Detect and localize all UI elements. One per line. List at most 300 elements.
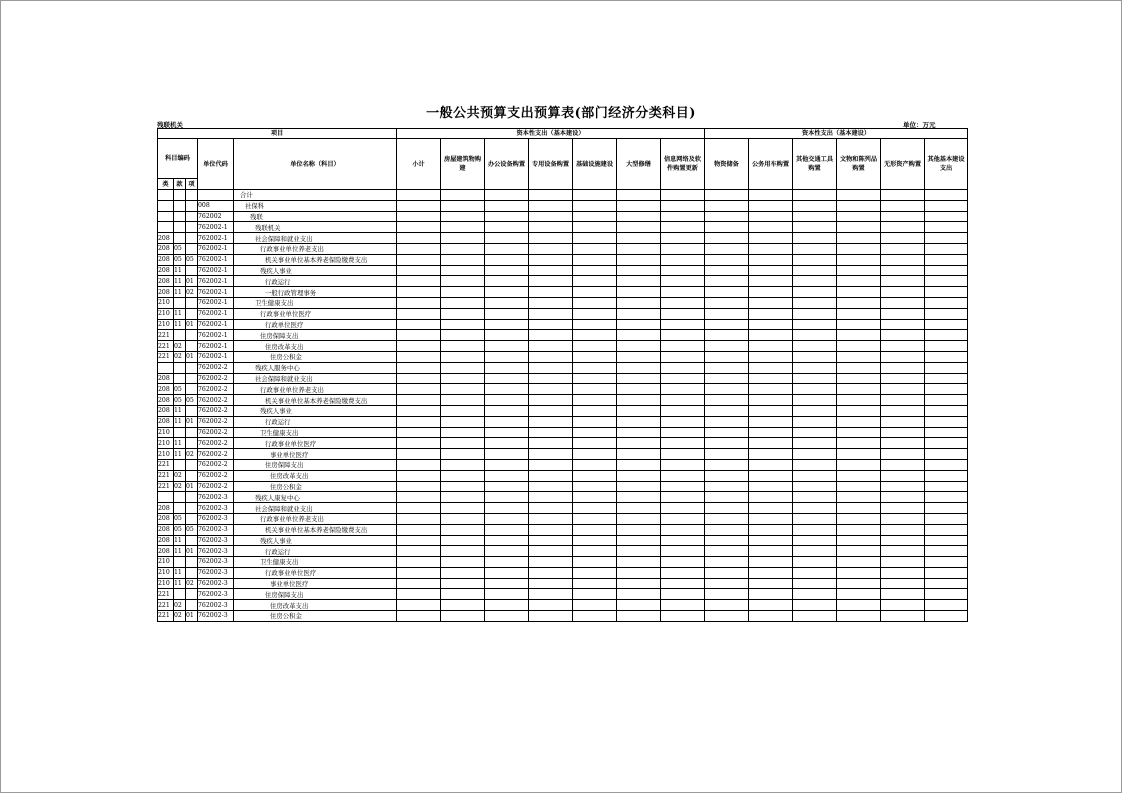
unit-code-cell: 762002-2 <box>198 449 234 460</box>
amount-cell <box>705 308 749 319</box>
lei-cell: 208 <box>158 233 174 244</box>
amount-cell <box>617 535 661 546</box>
amount-cell <box>529 416 573 427</box>
amount-cell <box>485 405 529 416</box>
kuan-cell: 11 <box>174 449 186 460</box>
amount-cell <box>485 395 529 406</box>
kuan-cell: 05 <box>174 384 186 395</box>
amount-cell <box>441 481 485 492</box>
amount-cell <box>837 330 881 341</box>
amount-cell <box>617 600 661 611</box>
amount-cell <box>925 276 968 287</box>
amount-cell <box>881 416 925 427</box>
amount-cell <box>529 524 573 535</box>
unit-name-cell: 社保科 <box>234 200 397 211</box>
amount-cell <box>881 330 925 341</box>
amount-cell <box>925 395 968 406</box>
amount-cell <box>793 384 837 395</box>
amount-cell <box>705 233 749 244</box>
amount-cell <box>529 287 573 298</box>
amount-cell <box>397 449 441 460</box>
amount-cell <box>617 470 661 481</box>
amount-cell <box>749 405 793 416</box>
amount-cell <box>705 449 749 460</box>
amount-cell <box>485 287 529 298</box>
amount-cell <box>705 578 749 589</box>
amount-cell <box>749 200 793 211</box>
amount-cell <box>749 341 793 352</box>
unit-name-cell: 事业单位医疗 <box>234 578 397 589</box>
lei-cell: 210 <box>158 438 174 449</box>
amount-cell <box>881 276 925 287</box>
kuan-cell: 11 <box>174 308 186 319</box>
amount-cell <box>705 211 749 222</box>
xiang-cell <box>186 222 198 233</box>
amount-cell <box>573 611 617 622</box>
amount-cell <box>661 351 705 362</box>
amount-cell <box>441 459 485 470</box>
unit-name-cell: 住房保障支出 <box>234 330 397 341</box>
amount-cell <box>529 319 573 330</box>
amount-cell <box>705 243 749 254</box>
amount-cell <box>397 611 441 622</box>
table-row <box>158 600 968 611</box>
amount-cell <box>573 200 617 211</box>
amount-cell <box>837 351 881 362</box>
amount-cell <box>485 557 529 568</box>
xiang-cell: 05 <box>186 254 198 265</box>
amount-cell <box>749 470 793 481</box>
amount-cell <box>529 449 573 460</box>
xiang-cell <box>186 503 198 514</box>
amount-cell <box>441 524 485 535</box>
amount-cell <box>485 503 529 514</box>
lei-cell: 210 <box>158 319 174 330</box>
amount-cell <box>661 405 705 416</box>
amount-cell <box>925 190 968 201</box>
amount-cell <box>925 513 968 524</box>
amount-cell <box>837 438 881 449</box>
unit-code-cell: 762002-1 <box>198 243 234 254</box>
amount-cell <box>573 330 617 341</box>
amount-cell <box>661 265 705 276</box>
lei-cell: 210 <box>158 297 174 308</box>
amount-cell <box>441 373 485 384</box>
unit-name-cell: 一般行政管理事务 <box>234 287 397 298</box>
unit-code-cell: 762002-2 <box>198 384 234 395</box>
amount-cell <box>881 319 925 330</box>
unit-code-cell: 762002-2 <box>198 416 234 427</box>
xiang-cell <box>186 405 198 416</box>
amount-cell <box>617 211 661 222</box>
amount-cell <box>793 611 837 622</box>
amount-cell <box>837 600 881 611</box>
amount-cell <box>441 416 485 427</box>
amount-cell <box>925 459 968 470</box>
amount-cell <box>925 535 968 546</box>
amount-cell <box>529 373 573 384</box>
amount-cell <box>837 395 881 406</box>
table-row <box>158 524 968 535</box>
amount-cell <box>925 233 968 244</box>
unit-code-cell: 762002-3 <box>198 567 234 578</box>
amount-cell <box>837 297 881 308</box>
amount-cell <box>793 222 837 233</box>
amount-cell <box>397 330 441 341</box>
kuan-cell: 11 <box>174 276 186 287</box>
amount-cell <box>661 449 705 460</box>
amount-cell <box>661 470 705 481</box>
amount-cell <box>837 341 881 352</box>
amount-cell <box>529 557 573 568</box>
amount-cell <box>661 546 705 557</box>
amount-cell <box>573 222 617 233</box>
amount-cell <box>617 233 661 244</box>
xiang-cell <box>186 557 198 568</box>
table-row <box>158 384 968 395</box>
amount-cell <box>837 416 881 427</box>
amount-cell <box>793 535 837 546</box>
amount-cell <box>617 503 661 514</box>
amount-cell <box>749 384 793 395</box>
amount-cell <box>397 503 441 514</box>
kuan-cell: 02 <box>174 600 186 611</box>
amount-cell <box>529 330 573 341</box>
amount-cell <box>485 384 529 395</box>
amount-cell <box>837 503 881 514</box>
amount-cell <box>441 330 485 341</box>
amount-cell <box>837 319 881 330</box>
amount-cell <box>749 600 793 611</box>
amount-cell <box>837 287 881 298</box>
amount-cell <box>925 362 968 373</box>
amount-cell <box>397 492 441 503</box>
unit-code-cell: 762002-1 <box>198 330 234 341</box>
amount-cell <box>485 600 529 611</box>
amount-cell <box>441 503 485 514</box>
unit-name-cell: 残疾人事业 <box>234 265 397 276</box>
amount-cell <box>441 513 485 524</box>
amount-cell <box>793 319 837 330</box>
amount-cell <box>837 535 881 546</box>
amount-cell <box>749 265 793 276</box>
amount-cell <box>441 287 485 298</box>
unit-name-cell: 残联 <box>234 211 397 222</box>
kuan-cell: 05 <box>174 254 186 265</box>
amount-cell <box>661 373 705 384</box>
amount-cell <box>793 254 837 265</box>
amount-cell <box>661 287 705 298</box>
lei-cell: 208 <box>158 254 174 265</box>
amount-cell <box>705 611 749 622</box>
amount-cell <box>661 459 705 470</box>
unit-name-cell: 行政运行 <box>234 416 397 427</box>
amount-cell <box>573 243 617 254</box>
amount-cell <box>397 222 441 233</box>
unit-code-header: 单位代码 <box>198 139 234 190</box>
unit-code-cell: 762002-2 <box>198 405 234 416</box>
amount-cell <box>837 384 881 395</box>
table-row <box>158 546 968 557</box>
amount-cell <box>881 557 925 568</box>
amount-cell <box>617 567 661 578</box>
amount-cell <box>749 567 793 578</box>
kuan-cell <box>174 190 186 201</box>
amount-cell <box>749 503 793 514</box>
amount-cell <box>397 351 441 362</box>
amount-cell <box>485 470 529 481</box>
lei-cell: 210 <box>158 557 174 568</box>
amount-cell <box>881 200 925 211</box>
table-row <box>158 243 968 254</box>
amount-cell <box>749 287 793 298</box>
amount-cell <box>661 190 705 201</box>
amount-cell <box>925 373 968 384</box>
amount-cell <box>881 211 925 222</box>
amount-cell <box>705 200 749 211</box>
unit-code-cell <box>198 190 234 201</box>
amount-cell <box>661 513 705 524</box>
amount-cell <box>925 578 968 589</box>
amount-cell <box>485 459 529 470</box>
kuan-cell: 02 <box>174 481 186 492</box>
unit-code-cell: 762002-3 <box>198 557 234 568</box>
amount-cell <box>441 395 485 406</box>
amount-cell <box>749 492 793 503</box>
table-row <box>158 557 968 568</box>
unit-code-cell: 762002-3 <box>198 611 234 622</box>
amount-cell <box>837 578 881 589</box>
amount-cell <box>485 351 529 362</box>
amount-cell <box>661 438 705 449</box>
amount-cell <box>793 524 837 535</box>
xiang-cell <box>186 200 198 211</box>
lei-header: 类 <box>158 179 174 190</box>
amount-cell <box>837 276 881 287</box>
xiang-cell <box>186 362 198 373</box>
kuan-cell: 11 <box>174 438 186 449</box>
amount-cell <box>397 481 441 492</box>
lei-cell: 221 <box>158 589 174 600</box>
table-row <box>158 481 968 492</box>
amount-cell <box>881 427 925 438</box>
amount-cell <box>485 578 529 589</box>
amount-cell <box>573 416 617 427</box>
unit-code-cell: 762002-2 <box>198 438 234 449</box>
amount-cell <box>793 589 837 600</box>
amount-cell <box>485 308 529 319</box>
amount-cell <box>441 341 485 352</box>
amount-cell <box>397 276 441 287</box>
unit-name-cell: 残疾人事业 <box>234 535 397 546</box>
amount-cell <box>881 578 925 589</box>
amount-cell <box>573 535 617 546</box>
amount-cell <box>749 233 793 244</box>
amount-cell <box>529 459 573 470</box>
amount-cell <box>661 524 705 535</box>
unit-code-cell: 762002-3 <box>198 492 234 503</box>
amount-cell <box>793 557 837 568</box>
amount-cell <box>705 524 749 535</box>
amount-cell <box>793 308 837 319</box>
table-row <box>158 254 968 265</box>
unit-code-cell: 762002-1 <box>198 341 234 352</box>
amount-cell <box>661 589 705 600</box>
lei-cell: 221 <box>158 351 174 362</box>
amount-cell <box>793 362 837 373</box>
table-row <box>158 405 968 416</box>
amount-cell <box>441 589 485 600</box>
amount-cell <box>749 211 793 222</box>
amount-cell <box>485 211 529 222</box>
amount-cell <box>617 265 661 276</box>
amount-cell <box>925 319 968 330</box>
amount-cell <box>881 503 925 514</box>
amount-cell <box>925 200 968 211</box>
amount-cell <box>793 416 837 427</box>
amount-cell <box>485 330 529 341</box>
amount-cell <box>881 492 925 503</box>
amount-cell <box>485 190 529 201</box>
xiang-cell <box>186 589 198 600</box>
amount-cell <box>749 362 793 373</box>
amount-cell <box>793 211 837 222</box>
amount-cell <box>705 395 749 406</box>
unit-code-cell: 762002-3 <box>198 578 234 589</box>
amount-cell <box>749 438 793 449</box>
amount-cell <box>397 233 441 244</box>
amount-cell <box>441 600 485 611</box>
amount-cell <box>397 470 441 481</box>
amount-column-header: 大型修缮 <box>617 139 661 190</box>
amount-cell <box>441 405 485 416</box>
amount-cell <box>837 449 881 460</box>
amount-cell <box>925 524 968 535</box>
amount-cell <box>925 449 968 460</box>
amount-cell <box>529 567 573 578</box>
amount-cell <box>397 427 441 438</box>
amount-cell <box>441 308 485 319</box>
amount-cell <box>661 200 705 211</box>
amount-cell <box>573 524 617 535</box>
amount-column-header: 信息网络及软件购置更新 <box>661 139 705 190</box>
unit-code-cell: 762002-1 <box>198 287 234 298</box>
table-row <box>158 416 968 427</box>
amount-cell <box>749 589 793 600</box>
amount-cell <box>925 405 968 416</box>
amount-cell <box>705 546 749 557</box>
lei-cell: 221 <box>158 481 174 492</box>
amount-cell <box>617 492 661 503</box>
amount-cell <box>573 405 617 416</box>
capital-group-header-1: 资本性支出（基本建设） <box>397 129 705 139</box>
amount-cell <box>485 276 529 287</box>
unit-name-cell: 住房公积金 <box>234 481 397 492</box>
amount-cell <box>749 546 793 557</box>
lei-cell: 210 <box>158 578 174 589</box>
unit-name-cell: 残联机关 <box>234 222 397 233</box>
amount-cell <box>485 427 529 438</box>
amount-cell <box>617 287 661 298</box>
lei-cell: 210 <box>158 427 174 438</box>
amount-cell <box>925 308 968 319</box>
unit-code-cell: 762002-1 <box>198 276 234 287</box>
amount-cell <box>705 362 749 373</box>
table-row <box>158 459 968 470</box>
amount-cell <box>881 567 925 578</box>
amount-cell <box>397 373 441 384</box>
lei-cell: 208 <box>158 546 174 557</box>
lei-cell: 208 <box>158 373 174 384</box>
kuan-cell: 11 <box>174 405 186 416</box>
amount-cell <box>485 373 529 384</box>
amount-cell <box>837 470 881 481</box>
amount-cell <box>837 200 881 211</box>
xiang-cell <box>186 427 198 438</box>
amount-cell <box>617 524 661 535</box>
lei-cell: 208 <box>158 535 174 546</box>
amount-cell <box>661 503 705 514</box>
amount-cell <box>881 481 925 492</box>
amount-cell <box>485 438 529 449</box>
xiang-cell <box>186 373 198 384</box>
amount-cell <box>573 297 617 308</box>
amount-cell <box>881 254 925 265</box>
amount-cell <box>485 265 529 276</box>
amount-cell <box>529 589 573 600</box>
amount-cell <box>397 190 441 201</box>
amount-cell <box>485 222 529 233</box>
unit-name-cell: 行政运行 <box>234 546 397 557</box>
amount-column-header: 无形资产购置 <box>881 139 925 190</box>
amount-cell <box>881 438 925 449</box>
xiang-cell: 01 <box>186 416 198 427</box>
amount-cell <box>793 513 837 524</box>
amount-cell <box>485 319 529 330</box>
xiang-cell: 02 <box>186 287 198 298</box>
amount-cell <box>793 546 837 557</box>
amount-cell <box>441 362 485 373</box>
xiang-cell <box>186 297 198 308</box>
amount-cell <box>441 535 485 546</box>
amount-cell <box>881 233 925 244</box>
unit-name-cell: 残疾人服务中心 <box>234 362 397 373</box>
amount-cell <box>837 492 881 503</box>
amount-cell <box>793 233 837 244</box>
amount-cell <box>661 557 705 568</box>
amount-cell <box>573 308 617 319</box>
amount-cell <box>441 243 485 254</box>
unit-name-cell: 卫生健康支出 <box>234 297 397 308</box>
unit-code-cell: 762002-3 <box>198 513 234 524</box>
amount-cell <box>485 481 529 492</box>
unit-name-cell: 住房改革支出 <box>234 341 397 352</box>
lei-cell: 210 <box>158 449 174 460</box>
kuan-cell: 11 <box>174 546 186 557</box>
amount-cell <box>925 243 968 254</box>
amount-cell <box>573 341 617 352</box>
amount-cell <box>485 200 529 211</box>
amount-cell <box>793 427 837 438</box>
table-row <box>158 589 968 600</box>
kuan-cell <box>174 222 186 233</box>
unit-label: 单位：万元 <box>903 121 936 129</box>
amount-cell <box>573 546 617 557</box>
amount-cell <box>573 449 617 460</box>
amount-cell <box>485 297 529 308</box>
kuan-cell <box>174 373 186 384</box>
amount-cell <box>749 190 793 201</box>
